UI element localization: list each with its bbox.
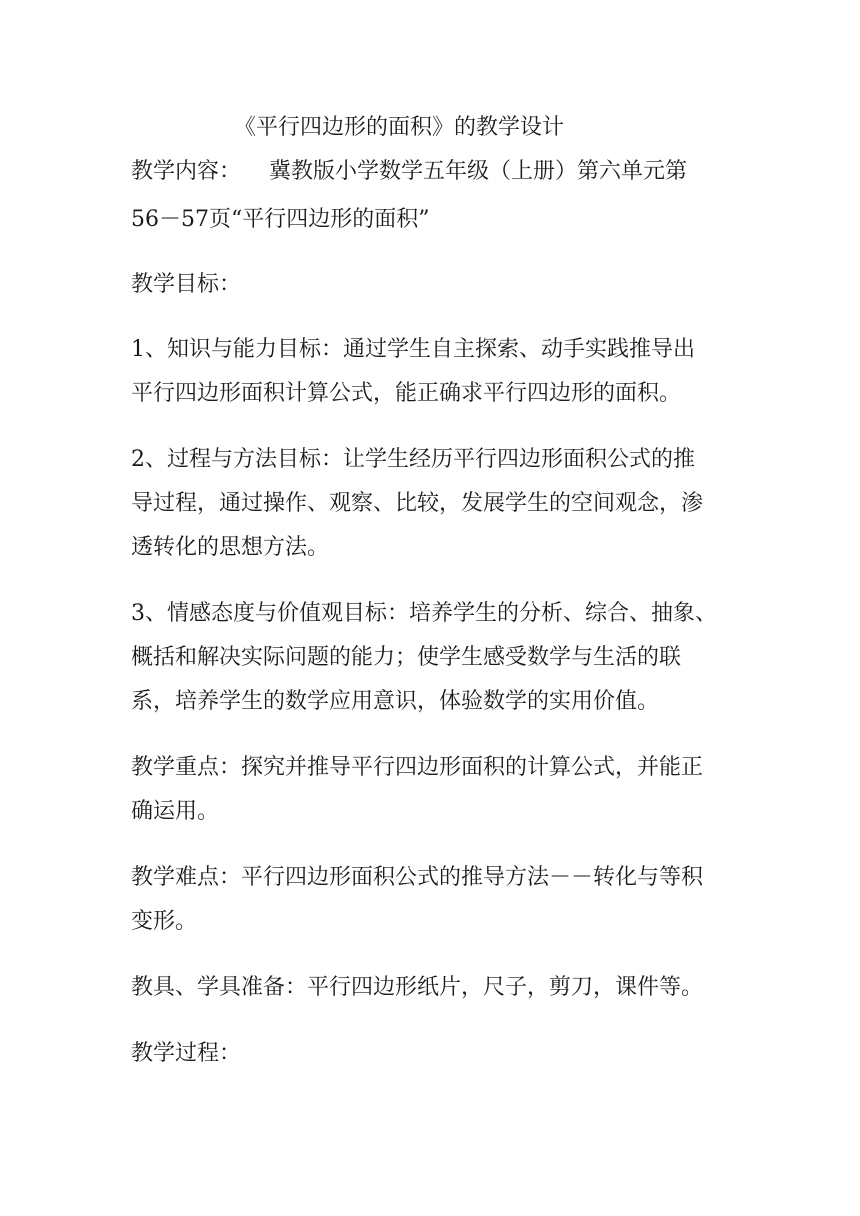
objective-2-line-2: 导过程，通过操作、观察、比较，发展学生的空间观念，渗 [131, 491, 704, 516]
document-title: 《平行四边形的面积》的教学设计 [234, 115, 565, 140]
objective-3-line-1: 3、情感态度与价值观目标：培养学生的分析、综合、抽象、 [131, 601, 717, 626]
key-point-line-2: 确运用。 [131, 799, 220, 824]
objective-1-line-2: 平行四边形面积计算公式，能正确求平行四边形的面积。 [131, 381, 682, 406]
difficulty-line-2: 变形。 [131, 909, 198, 934]
objective-3-line-2: 概括和解决实际问题的能力；使学生感受数学与生活的联 [131, 645, 682, 670]
teaching-content-value: 冀教版小学数学五年级（上册）第六单元第 [269, 159, 688, 184]
objective-1-line-1: 1、知识与能力目标：通过学生自主探索、动手实践推导出 [131, 337, 695, 362]
teaching-content-continuation: 56－57页“平行四边形的面积” [131, 207, 430, 232]
difficulty-line-1: 教学难点：平行四边形面积公式的推导方法－－转化与等积 [131, 865, 704, 890]
objective-3-line-3: 系，培养学生的数学应用意识，体验数学的实用价值。 [131, 689, 660, 714]
objective-2-line-3: 透转化的思想方法。 [131, 535, 330, 560]
process-heading: 教学过程： [131, 1041, 242, 1066]
objectives-heading: 教学目标： [131, 272, 242, 297]
teaching-content-label: 教学内容： [131, 159, 242, 184]
key-point-line-1: 教学重点：探究并推导平行四边形面积的计算公式，并能正 [131, 755, 704, 780]
teaching-content-line [131, 157, 687, 187]
materials-line: 教具、学具准备：平行四边形纸片，尺子，剪刀，课件等。 [131, 975, 704, 1000]
objective-2-line-1: 2、过程与方法目标：让学生经历平行四边形面积公式的推 [131, 447, 695, 472]
